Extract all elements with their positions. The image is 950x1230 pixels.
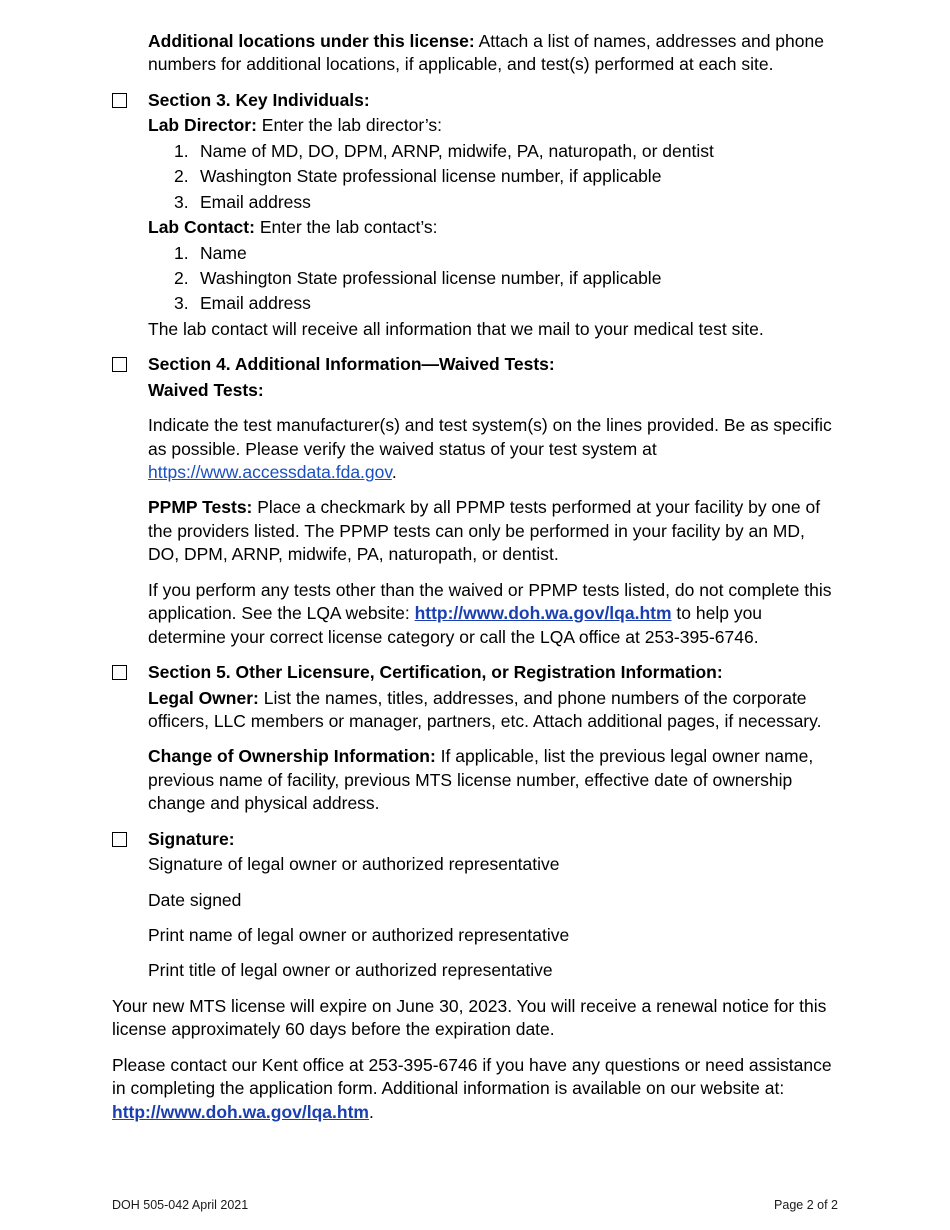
list-item bbox=[174, 140, 838, 163]
lab-contact-text: Enter the lab contact’s: bbox=[254, 217, 438, 238]
additional-locations-paragraph bbox=[148, 30, 838, 77]
lab-director-text: Enter the lab director’s: bbox=[256, 115, 443, 136]
legal-owner-paragraph bbox=[148, 687, 838, 734]
other-tests-text-end: to help you determine your correct license category or call the LQA office at 253-395-6746. bbox=[148, 603, 763, 647]
change-of-ownership-label: Change of Ownership Information: bbox=[148, 746, 436, 767]
closing-block bbox=[112, 995, 838, 1124]
list-item-text: Washington State professional license number, if applicable bbox=[200, 166, 662, 187]
section-4-heading: Section 4. Additional Information—Waived Tests: bbox=[148, 354, 555, 375]
waived-tests-text: Indicate the test manufacturer(s) and test system(s) on the lines provided. Be as specific as possible. Please verify the waived status of your test system at bbox=[148, 415, 832, 459]
section-3-closing: The lab contact will receive all information that we mail to your medical test site. bbox=[148, 318, 764, 339]
additional-locations-text: Attach a list of names, addresses and phone numbers for additional locations, if applicable, and test(s) performed at each site. bbox=[148, 31, 824, 75]
list-item-number: 3. bbox=[174, 191, 189, 212]
lab-contact-label: Lab Contact: bbox=[148, 217, 255, 238]
waived-tests-text-end: . bbox=[391, 462, 397, 482]
waived-tests-subheading: Waived Tests: bbox=[148, 379, 264, 400]
contact-text-end: . bbox=[368, 1101, 374, 1122]
contact-text: Please contact our Kent office at 253-395-6746 if you have any questions or need assistance in completing the application form. Additional information is available on our website at: bbox=[112, 1054, 832, 1099]
signature-block bbox=[112, 828, 838, 983]
ppmp-text: Place a checkmark by all PPMP tests performed at your facility by one of the providers listed. The PPMP tests can only be performed in your facility by an MD, DO, DPM, ARNP, midwife, PA, naturopath, or dentist. bbox=[148, 497, 821, 565]
section-3-heading: Section 3. Key Individuals: bbox=[148, 89, 370, 110]
section-4-checkbox[interactable] bbox=[112, 357, 127, 372]
signature-checkbox[interactable] bbox=[112, 832, 127, 847]
list-item-text: Name of MD, DO, DPM, ARNP, midwife, PA, naturopath, or dentist bbox=[200, 140, 714, 161]
list-item bbox=[174, 292, 838, 315]
list-item-number: 2. bbox=[174, 166, 189, 187]
contact-paragraph bbox=[112, 1054, 838, 1124]
list-item-number: 1. bbox=[174, 140, 189, 161]
lab-contact-line bbox=[148, 216, 838, 239]
waived-tests-paragraph bbox=[148, 414, 838, 484]
footer-page-number: Page 2 of 2 bbox=[774, 1198, 838, 1212]
other-tests-text: If you perform any tests other than the waived or PPMP tests listed, do not complete this application. See the LQA website: bbox=[148, 579, 832, 624]
list-item-number: 3. bbox=[174, 293, 189, 314]
expiration-paragraph: Your new MTS license will expire on June 30, 2023. You will receive a renewal notice for this license approximately 60 days before the expiration date. bbox=[112, 995, 827, 1040]
page-footer bbox=[112, 1198, 838, 1212]
list-item bbox=[174, 242, 838, 265]
list-item bbox=[174, 191, 838, 214]
legal-owner-text: List the names, titles, addresses, and phone numbers of the corporate officers, LLC members or manager, partners, etc. Attach additional pages, if necessary. bbox=[148, 687, 822, 731]
document-body bbox=[112, 30, 838, 1124]
change-of-ownership-paragraph bbox=[148, 745, 838, 815]
signature-heading: Signature: bbox=[148, 828, 235, 849]
list-item-number: 1. bbox=[174, 242, 189, 263]
list-item-number: 2. bbox=[174, 267, 189, 288]
additional-locations-label: Additional locations under this license: bbox=[148, 31, 475, 51]
list-item-text: Email address bbox=[200, 191, 311, 212]
list-item-text: Name bbox=[200, 242, 247, 263]
section-5-checkbox[interactable] bbox=[112, 665, 127, 680]
section-5-heading: Section 5. Other Licensure, Certification, or Registration Information: bbox=[148, 662, 723, 683]
lab-director-label: Lab Director: bbox=[148, 115, 257, 136]
lab-contact-list bbox=[148, 242, 838, 316]
list-item-text: Washington State professional license number, if applicable bbox=[200, 267, 662, 288]
lab-director-list bbox=[148, 140, 838, 214]
doh-website-link[interactable]: http://www.doh.wa.gov/lqa.htm bbox=[112, 1101, 369, 1122]
ppmp-paragraph bbox=[148, 496, 838, 566]
list-item bbox=[174, 267, 838, 290]
print-name-line: Print name of legal owner or authorized representative bbox=[148, 925, 570, 945]
other-tests-paragraph bbox=[148, 579, 838, 649]
date-signed-line: Date signed bbox=[148, 889, 242, 910]
section-3-checkbox[interactable] bbox=[112, 93, 127, 108]
legal-owner-label: Legal Owner: bbox=[148, 687, 259, 708]
list-item bbox=[174, 165, 838, 188]
lqa-website-link[interactable]: http://www.doh.wa.gov/lqa.htm bbox=[414, 603, 672, 624]
signature-line: Signature of legal owner or authorized representative bbox=[148, 854, 560, 875]
accessdata-fda-link[interactable]: https://www.accessdata.fda.gov bbox=[148, 462, 392, 482]
print-title-line: Print title of legal owner or authorized representative bbox=[148, 960, 553, 981]
section-4-block bbox=[112, 353, 838, 649]
section-5-block bbox=[112, 661, 838, 816]
ppmp-label: PPMP Tests: bbox=[148, 497, 253, 518]
list-item-text: Email address bbox=[200, 293, 311, 314]
change-of-ownership-text: If applicable, list the previous legal owner name, previous name of facility, previous MTS license number, effective date of ownership change and physical address. bbox=[148, 746, 814, 814]
lab-director-line bbox=[148, 114, 838, 137]
footer-form-id: DOH 505-042 April 2021 bbox=[112, 1198, 249, 1212]
section-3-block bbox=[112, 89, 838, 341]
additional-locations-block bbox=[112, 30, 838, 77]
